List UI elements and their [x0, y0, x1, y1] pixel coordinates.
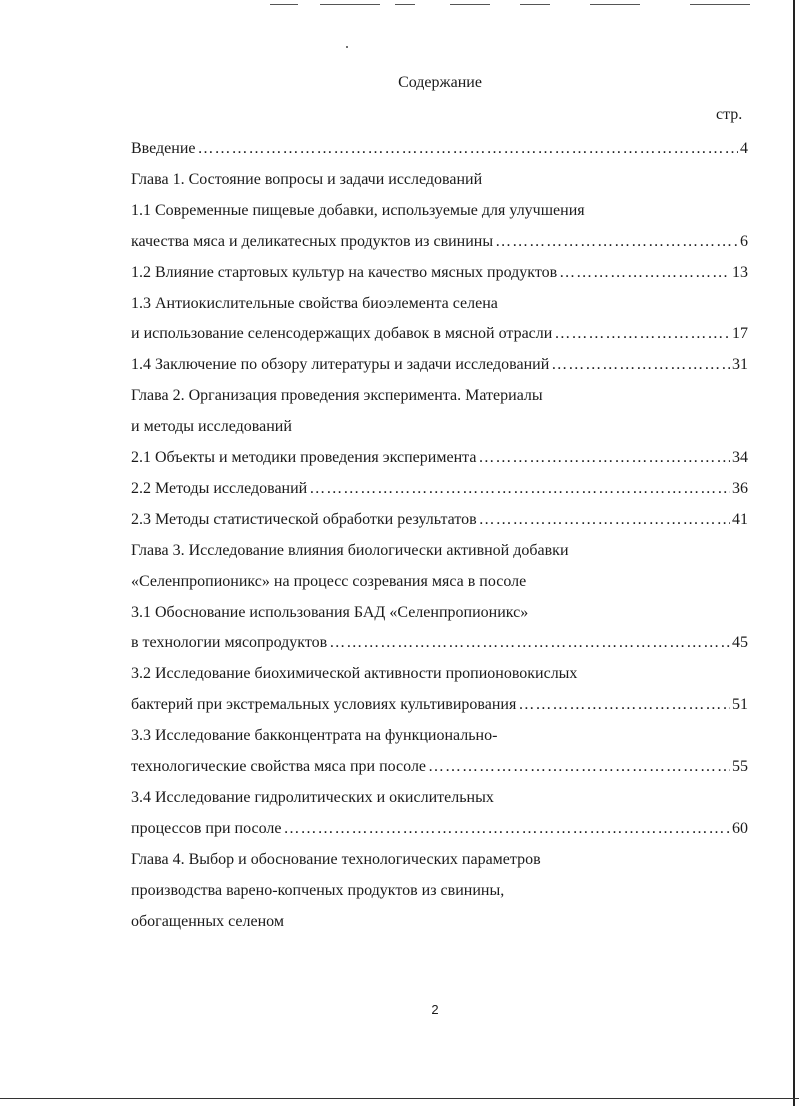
- toc-line: [131, 170, 748, 190]
- scan-dash: [690, 4, 750, 5]
- toc-leader-dots: [551, 355, 730, 375]
- toc-leader-dots: [559, 263, 730, 283]
- scan-dash: [270, 4, 298, 5]
- page-column-label: стр.: [716, 106, 743, 123]
- toc-page-number: 41: [732, 511, 748, 528]
- toc-page-number: 45: [732, 634, 748, 651]
- toc-line: [131, 232, 748, 252]
- toc-entry-text: 1.4 Заключение по обзору литературы и задачи исследований: [131, 356, 550, 373]
- scan-edge-right: [793, 0, 795, 1106]
- toc-entry-text: Глава 3. Исследование влияния биологически активной добавки: [131, 542, 569, 559]
- toc-page-number: 51: [732, 696, 748, 713]
- toc-leader-dots: [554, 324, 730, 344]
- toc-entry-text: Глава 2. Организация проведения эксперимента. Материалы: [131, 387, 543, 404]
- toc-entry-text: 3.1 Обоснование использования БАД «Селенпропионикс»: [131, 604, 529, 621]
- scan-dash: [320, 4, 380, 5]
- toc-line: [131, 417, 748, 437]
- toc-line: [131, 572, 748, 592]
- toc-leader-dots: [283, 819, 730, 839]
- toc-entry-text: и использование селенсодержащих добавок в мясной отрасли: [131, 325, 553, 342]
- toc-page-number: 6: [740, 233, 748, 250]
- toc-page-number: 13: [732, 264, 748, 281]
- toc-entry-text: Глава 4. Выбор и обоснование технологических параметров: [131, 851, 541, 868]
- toc-leader-dots: [478, 448, 730, 468]
- toc-line: [131, 355, 748, 375]
- page-number: 2: [431, 1002, 439, 1017]
- toc-page-number: 34: [732, 449, 748, 466]
- toc-entry-text: бактерий при экстремальных условиях культивирования: [131, 696, 517, 713]
- toc-page-number: 60: [732, 820, 748, 837]
- toc-entry-text: 3.3 Исследование бакконцентрата на функционально-: [131, 727, 498, 744]
- toc-entry-text: производства варено-копченых продуктов из свинины,: [131, 882, 505, 899]
- scan-dash: [590, 4, 640, 5]
- toc-page-number: 55: [732, 758, 748, 775]
- toc-line: [131, 603, 748, 623]
- toc-entry-text: 1.2 Влияние стартовых культур на качество мясных продуктов: [131, 264, 558, 281]
- toc-leader-dots: [329, 633, 730, 653]
- toc-entry-text: технологические свойства мяса при посоле: [131, 758, 427, 775]
- toc-entry-text: в технологии мясопродуктов: [131, 634, 328, 651]
- toc-line: [131, 850, 748, 870]
- toc-line: [131, 479, 748, 499]
- toc-entry-text: 2.2 Методы исследований: [131, 480, 308, 497]
- toc-line: [131, 912, 748, 932]
- toc-line: [131, 324, 748, 344]
- toc-line: [131, 695, 748, 715]
- toc-entry-text: «Селенпропионикс» на процесс созревания мяса в посоле: [131, 573, 527, 590]
- toc-entry-text: 3.4 Исследование гидролитических и окислительных: [131, 789, 494, 806]
- toc-page-number: 17: [732, 325, 748, 342]
- toc-leader-dots: [518, 695, 730, 715]
- toc-entry-text: процессов при посоле: [131, 820, 282, 837]
- toc-title: Содержание: [398, 74, 482, 91]
- scan-dash: [395, 4, 415, 5]
- toc-entry-text: Глава 1. Состояние вопросы и задачи исследований: [131, 171, 483, 188]
- toc-leader-dots: [428, 757, 730, 777]
- toc-line: [131, 139, 748, 159]
- toc-line: [131, 726, 748, 746]
- toc-line: [131, 881, 748, 901]
- toc-line: [131, 664, 748, 684]
- toc-line: [131, 448, 748, 468]
- toc-entry-text: 2.1 Объекты и методики проведения эксперимента: [131, 449, 477, 466]
- toc-leader-dots: [198, 139, 739, 159]
- toc-line: [131, 201, 748, 221]
- scan-dash: [450, 4, 490, 5]
- toc-line: [131, 788, 748, 808]
- toc-leader-dots: [495, 232, 738, 252]
- toc-line: [131, 757, 748, 777]
- toc-entry-text: и методы исследований: [131, 418, 292, 435]
- toc-entry-text: 1.1 Современные пищевые добавки, используемые для улучшения: [131, 202, 585, 219]
- toc-page-number: 4: [740, 140, 748, 157]
- toc-line: [131, 263, 748, 283]
- toc-entry-text: 2.3 Методы статистической обработки результатов: [131, 511, 477, 528]
- toc-entry-text: Введение: [131, 140, 196, 157]
- toc-entry-text: качества мяса и деликатесных продуктов из свинины: [131, 233, 494, 250]
- toc-line: [131, 819, 748, 839]
- toc-entry-text: 3.2 Исследование биохимической активности пропионовокислых: [131, 665, 578, 682]
- toc-line: [131, 541, 748, 561]
- scan-edge-bottom: [0, 1098, 799, 1099]
- toc-line: [131, 633, 748, 653]
- toc-line: [131, 294, 748, 314]
- toc-page-number: 31: [732, 356, 748, 373]
- toc-line: [131, 510, 748, 530]
- scan-dash: [520, 4, 550, 5]
- toc-entry-text: 1.3 Антиокислительные свойства биоэлемента селена: [131, 295, 498, 312]
- toc-line: [131, 386, 748, 406]
- scan-speck: [346, 46, 348, 48]
- toc-entry-text: обогащенных селеном: [131, 913, 284, 930]
- toc-leader-dots: [479, 510, 730, 530]
- toc-page-number: 36: [732, 480, 748, 497]
- toc-leader-dots: [309, 479, 730, 499]
